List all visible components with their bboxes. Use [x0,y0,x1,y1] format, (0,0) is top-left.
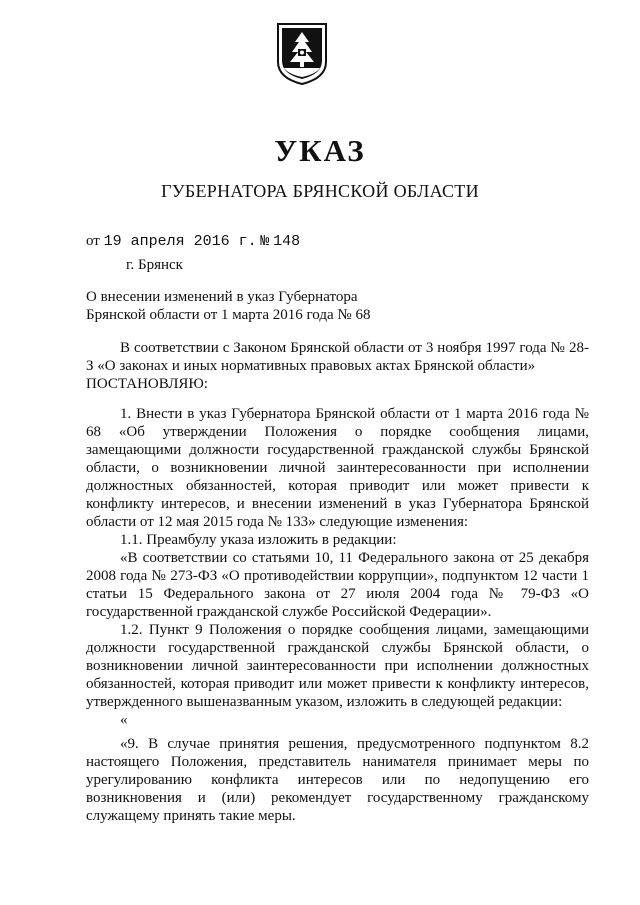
decree-word: ПОСТАНОВЛЯЮ: [86,376,208,392]
decree-number: 148 [273,233,301,250]
paragraph-1-2-quote-open: « [120,712,128,728]
date-line [86,233,300,250]
city: г. Брянск [126,257,183,273]
paragraph-1-1-quote: «В соответствии со статьями 10, 11 Федерального закона от 25 декабря 2008 года № 273-ФЗ «О противодействии коррупции», подпунктом 12 части 1 статьи 15 Федерального закона от 27 июля 2004 года № 79-ФЗ «О государственной гражданской службе Российской Федерации». [86,550,589,620]
page-title: УКАЗ [274,133,366,168]
date-prefix: от [86,233,100,249]
paragraph-1: 1. Внести в указ Губернатора Брянской области от 1 марта 2016 года № 68 «Об утверждении Положения о порядке сообщения лицами, замещающими должности государственной гражданской службы Брянской области, о возникновении личной заинтересованности при исполнении должностных обязанностей, которая приводит или может привести к конфликту интересов, и внесении изменений в указ Губернатора Брянской области от 12 мая 2015 года № 133» следующие изменения: [86,406,589,530]
paragraph-1-2-quote: «9. В случае принятия решения, предусмотренного подпунктом 8.2 настоящего Положения, представитель нанимателя принимает меры по урегулированию конфликта интересов или по недопущению его возникновения и (или) рекомендует государственному гражданскому служащему принять такие меры. [86,736,589,824]
decree-date: 19 апреля 2016 г. [103,233,257,250]
subject-line: О внесении изменений в указ Губернатора [86,289,358,305]
subject-line: Брянской области от 1 марта 2016 года № 68 [86,307,371,323]
bryansk-coat-of-arms-icon [276,22,328,86]
number-sign: № [260,233,270,250]
decree-subject [86,288,416,324]
paragraph-1-1: 1.1. Преамбулу указа изложить в редакции: [120,532,397,548]
paragraph-1-2: 1.2. Пункт 9 Положения о порядке сообщения лицами, замещающими должности государственной гражданской службы Брянской области, о возникновении личной заинтересованности при исполнении должностных обязанностей, которая приводит или может привести к конфликту интересов, утвержденного вышеназванным указом, изложить в следующей редакции: [86,622,589,710]
issuer-subtitle: ГУБЕРНАТОРА БРЯНСКОЙ ОБЛАСТИ [161,181,479,201]
decree-body [86,339,589,825]
preamble-paragraph: В соответствии с Законом Брянской области от 3 ноября 1997 года № 28-З «О законах и иных нормативных правовых актах Брянской области» [86,340,589,374]
